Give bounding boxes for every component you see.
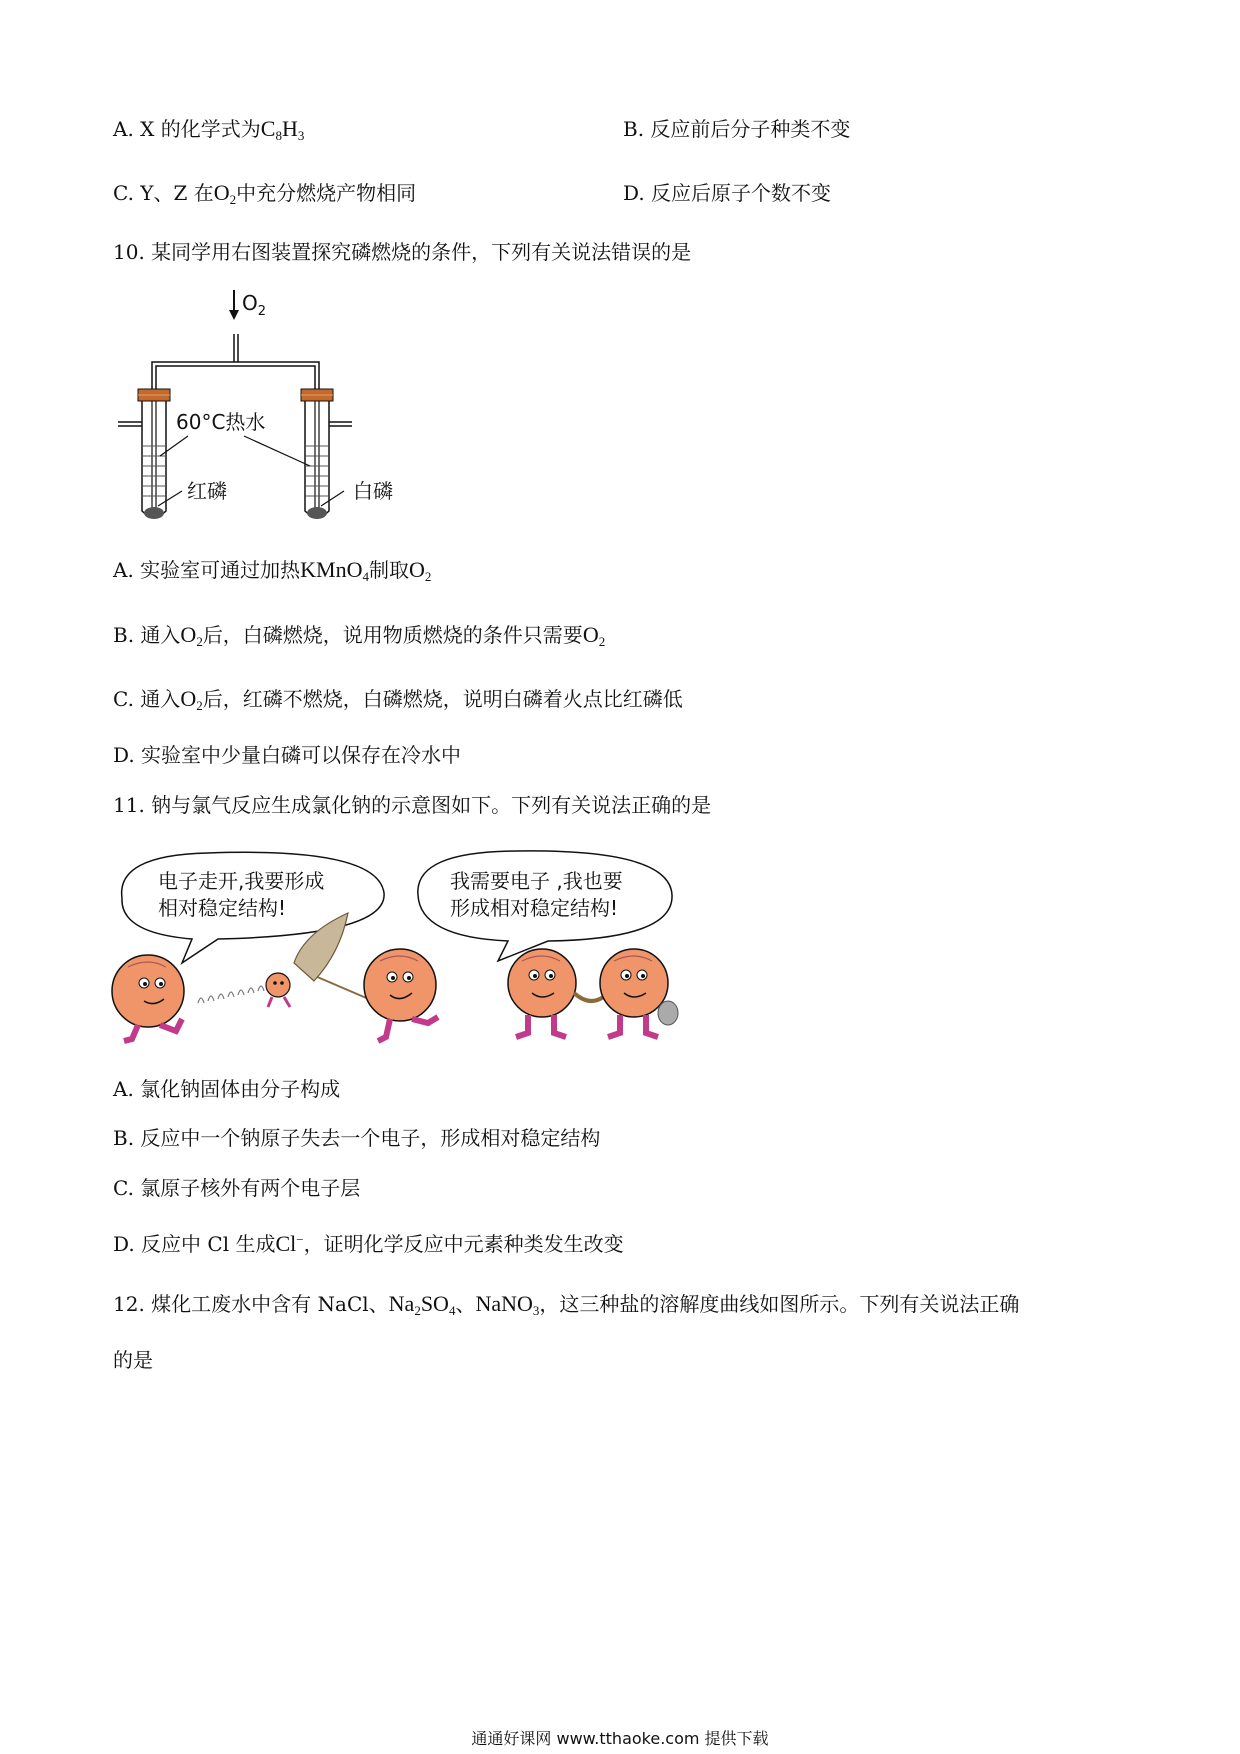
sodium-chlorine-cartoon: [108, 843, 768, 1048]
option-9a: A. X 的化学式为$C_8H_3$: [113, 116, 305, 143]
bubble2-line2: 形成相对稳定结构!: [450, 896, 619, 920]
option-11c: C. 氯原子核外有两个电子层: [113, 1176, 361, 1200]
option-10c: C. 通入$O_2$后，红磷不燃烧，白磷燃烧，说明白磷着火点比红磷低: [113, 686, 683, 713]
phosphorus-apparatus-figure: [110, 286, 393, 526]
question-12-stem-line1: 12. 煤化工废水中含有 NaCl、$Na_2SO_4$、NaNO$_3$，这三种盐的溶解度曲线如图所示。下列有关说法正确: [113, 1291, 1020, 1318]
water-label: 60°C热水: [176, 410, 266, 434]
option-10a: A. 实验室可通过加热KMnO$_4$制取$O_2$: [113, 557, 432, 584]
option-9b: B. 反应前后分子种类不变: [623, 117, 851, 141]
white-phosphorus-label: 白磷: [353, 479, 393, 503]
bubble2-line1: 我需要电子 ,我也要: [450, 869, 623, 893]
option-11a: A. 氯化钠固体由分子构成: [113, 1077, 341, 1101]
question-12-stem-line2: 的是: [113, 1348, 153, 1372]
question-10-stem: 10. 某同学用右图装置探究磷燃烧的条件，下列有关说法错误的是: [113, 240, 692, 264]
option-11b: B. 反应中一个钠原子失去一个电子，形成相对稳定结构: [113, 1126, 601, 1150]
option-9d: D. 反应后原子个数不变: [623, 181, 832, 205]
chloride-ion-character: [600, 949, 678, 1037]
question-11-stem: 11. 钠与氯气反应生成氯化钠的示意图如下。下列有关说法正确的是: [113, 793, 712, 817]
sodium-atom-character: [112, 955, 184, 1041]
bubble1-line1: 电子走开,我要形成: [158, 869, 325, 893]
option-10d: D. 实验室中少量白磷可以保存在冷水中: [113, 743, 462, 767]
red-phosphorus-label: 红磷: [187, 479, 227, 503]
o2-label: O: [242, 291, 258, 315]
chlorine-atom-character: [364, 949, 438, 1041]
page-footer: 通通好课网 www.tthaoke.com 提供下载: [471, 1729, 769, 1748]
bubble1-line2: 相对稳定结构!: [158, 896, 287, 920]
option-11d: D. 反应中 Cl 生成Cl−，证明化学反应中元素种类发生改变: [113, 1231, 624, 1256]
option-9c: C. Y、Z 在$O_2$中充分燃烧产物相同: [113, 180, 417, 207]
electron-character: [266, 973, 290, 1007]
sodium-ion-character: [508, 949, 576, 1037]
svg-text:O2: $O_2$: [242, 291, 267, 319]
option-10b: B. 通入$O_2$后，白磷燃烧，说用物质燃烧的条件只需要$O_2$: [113, 622, 606, 649]
